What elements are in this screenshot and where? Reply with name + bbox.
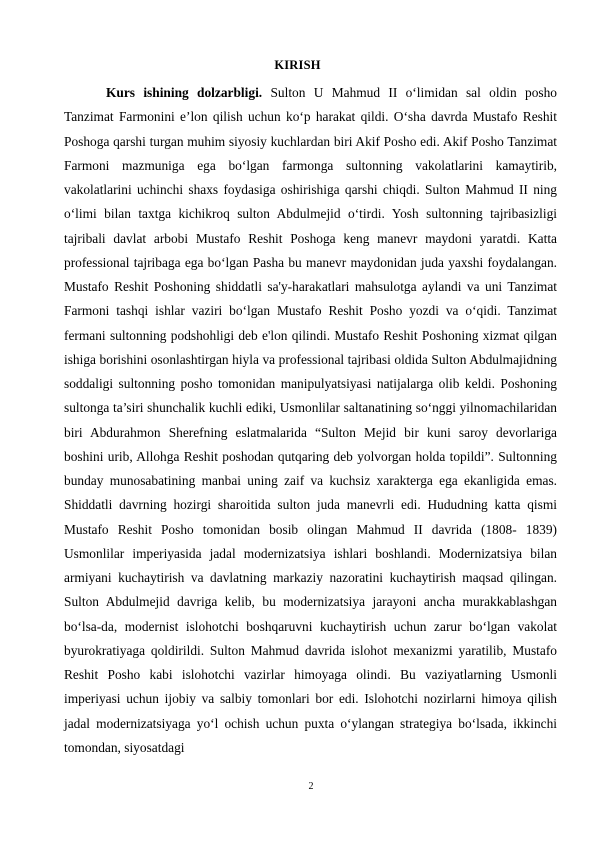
lead-label: Kurs ishining dolzarbligi.: [106, 85, 263, 100]
page-number: 2: [308, 781, 314, 792]
section-heading: KIRISH: [274, 58, 321, 72]
body-paragraph: [64, 81, 557, 760]
paragraph-text: Sulton U Mahmud II o‘limidan sal oldin posho Tanzimat Farmonini e’lon qilish uchun ko‘p harakat qildi. O‘sha davrda Mustafo Reshit Poshoga qarshi turgan muhim siyosiy kuchlardan biri Akif Posho edi. Akif Posho Tanzimat Farmoni mazmuniga ega bo‘lgan farmonga sultonning vakolatlarini kamaytirib, vakolatlarini uchinchi shaxs foydasiga oshirishiga qarshi chiqdi. Sulton Mahmud II ning o‘limi bilan taxtga kichikroq sulton Abdulmejid o‘tirdi. Yosh sultonning tajribasizligi tajribali davlat arbobi Mustafo Reshit Poshoga keng manevr maydoni yaratdi. Katta professional tajribaga ega bo‘lgan Pasha bu manevr maydonidan juda yaxshi foydalangan. Mustafo Reshit Poshoning shiddatli sa'y-harakatlari mahsulotga aylandi va uni Tanzimat Farmoni tashqi ishlar vaziri bo‘lgan Mustafo Reshit Posho yozdi va o‘qidi. Tanzimat fermani sultonning podshohligi deb e'lon qilindi. Mustafo Reshit Poshoning xizmat qilgan ishiga borishini osonlashtirgan hiyla va professional tajribasi oldida Sulton Abdulmajidning soddaligi sultonning posho tomonidan manipulyatsiyasi natijalarga olib keldi. Poshoning sultonga ta’siri shunchalik kuchli ediki, Usmonlilar saltanatining so‘nggi yilnomachilaridan biri Abdurahmon Sherefning eslatmalarida “Sulton Mejid bir kuni saroy devorlariga boshini urib, Allohga Reshit poshodan qutqaring deb yolvorgan holda topildi”. Sultonning bunday munosabatining manbai uning zaif va kuchsiz xarakterga ega ekanligida emas. Shiddatli davrning hozirgi sharoitida sulton juda manevrli edi. Hududning katta qismi Mustafo Reshit Posho tomonidan bosib olingan Mahmud II davrida (1808- 1839) Usmonlilar imperiyasida jadal modernizatsiya ishlari boshlandi. Modernizatsiya bilan armiyani kuchaytirish va davlatning markaziy nazoratini kuchaytirish maqsad qilingan. Sulton Abdulmejid davriga kelib, bu modernizatsiya jarayoni ancha murakkablashgan bo‘lsa-da, modernist islohotchi boshqaruvni kuchaytirish uchun zarur bo‘lgan vakolat byurokratiyaga qoldirildi. Sulton Mahmud davrida islohot mexanizmi yaratilib, Mustafo Reshit Posho kabi islohotchi vazirlar himoyaga olindi. Bu vaziyatlarning Usmonli imperiyasi uchun ijobiy va salbiy tomonlari bor edi. Islohotchi nozirlarni himoya qilish jadal modernizatsiyaga yo‘l ochish uchun puxta o‘ylangan strategiya bo‘lsada, ikkinchi tomondan, siyosatdagi: [64, 85, 557, 755]
